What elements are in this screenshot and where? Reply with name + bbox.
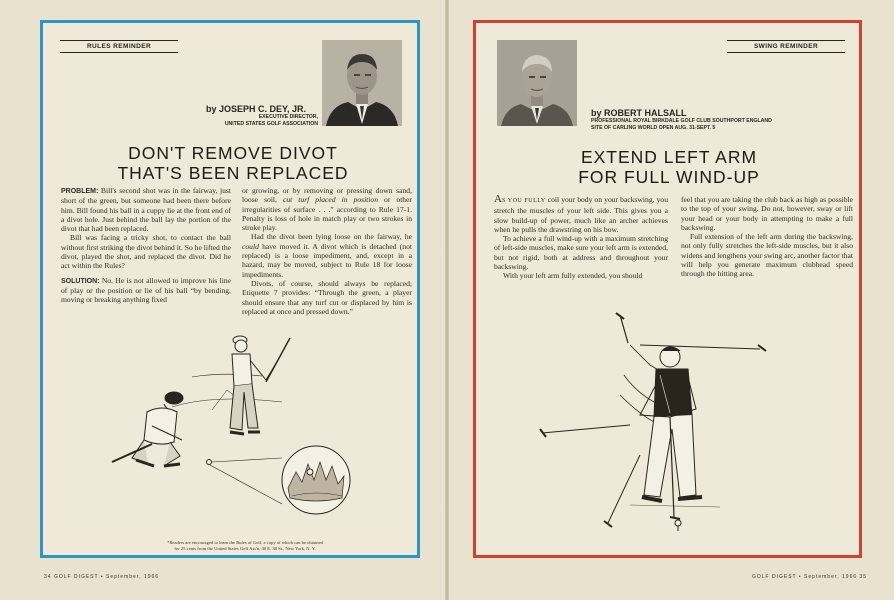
author-name: by JOSEPH C. DEY, JR.: [206, 104, 307, 114]
problem-paragraph: PROBLEM: Bill's second shot was in the fairway, just short of the green, but someone had been there before him. Bill found his ball in a cuppy lie at the front end of a divot hole. Just behind the ball lay the portion of the divot that had been replaced.: [61, 186, 231, 234]
byline-dey: [206, 104, 318, 127]
page-gutter: [445, 0, 449, 600]
headline-line1: DON'T REMOVE DIVOT: [128, 143, 338, 163]
footnote: *Readers are encouraged to learn the Rules of Golf, a copy of which can be obtained for 25 cents from the United States Golf Ass'n, 40 E. 38 St., New York, N. Y.: [167, 540, 323, 551]
body-paragraph: or growing, or by removing or pressing down sand, loose soil, cut turf placed in position or other irregularities of surface . . .” according to Rule 17-1. Penalty is loss of hole in match play or two strokes in stroke play.: [242, 186, 412, 233]
author-role-line1: PROFESSIONAL ROYAL BIRKDALE GOLF CLUB SOUTHPORT ENGLAND: [591, 118, 772, 124]
author-role-line2: UNITED STATES GOLF ASSOCIATION: [224, 120, 318, 127]
body-paragraph: With your left arm fully extended, you should: [503, 271, 643, 281]
author-photo-halsall: [497, 40, 577, 126]
byline-halsall: [591, 108, 791, 131]
author-photo-dey: [322, 40, 402, 126]
left-headline: [52, 143, 414, 183]
swing-sequence-illustration: [520, 305, 780, 535]
right-folio: GOLF DIGEST • September, 1966 35: [752, 574, 868, 580]
body-paragraph: Full extension of the left arm during the backswing, not only fully stretches the left-side muscles, but it also widens and lengthens your swing arc, another factor that will help you generate maximum clubhead speed through the hitting area.: [681, 232, 853, 279]
rules-reminder-tag: RULES REMINDER: [60, 40, 178, 53]
author-role-line2: SITE OF CARLING WORLD OPEN AUG. 31-SEPT. 5: [591, 124, 716, 131]
right-article-column-2: [681, 195, 853, 279]
body-paragraph: To achieve a full wind-up with a maximum stretching of left-side muscles, make sure your left arm is extended, but not rigid, both at address and throughout your backswing.: [494, 234, 668, 272]
author-name: by ROBERT HALSALL: [591, 108, 687, 118]
left-article-column-1: [61, 186, 231, 305]
left-folio: 34 GOLF DIGEST • September, 1966: [44, 574, 160, 580]
body-paragraph: Divots, of course, should always be replaced; Etiquette 7 provides: “Through the green, a player should ensure that any turf cut or displaced by him is replaced at once and pressed down.”: [242, 278, 412, 316]
author-role-line1: EXECUTIVE DIRECTOR,: [258, 114, 318, 120]
lead-paragraph: AS YOU FULLY coil your body on your backswing, you stretch the muscles of your left side. This gives you a slow build-up of power, much like an archer achieves when he pulls the drawstring on his bow.: [494, 193, 668, 234]
body-paragraph: feel that you are taking the club back as high as possible to the top of your swing. Do not, however, sway or lift your head or your body in attempting to make a full backswing.: [681, 195, 853, 232]
headline-line2: FOR FULL WIND-UP: [578, 167, 760, 187]
left-article-column-2: [242, 186, 412, 316]
right-article-column-1: [494, 195, 668, 281]
body-paragraph: Had the divot been lying loose on the fairway, he could have moved it. A divot which is detached (not replaced) is a loose impediment, and, except in a hazard, may be moved, subject to Rule 18 for loose impediments.: [242, 232, 412, 279]
right-headline: [486, 147, 852, 187]
headline-line2: THAT'S BEEN REPLACED: [117, 163, 349, 183]
swing-reminder-tag: SWING REMINDER: [727, 40, 845, 53]
solution-paragraph: SOLUTION: No. He is not allowed to improve his line of play or the position or lie of his ball “by bending, moving or breaking anything fixed: [61, 275, 231, 305]
divot-illustration: [52, 332, 412, 522]
headline-line1: EXTEND LEFT ARM: [580, 147, 758, 167]
body-paragraph: Bill was facing a tricky shot, to contact the ball without first striking the divot behind it. So he lifted the divot, played the shot, and replaced the divot. Did he act within the Rules?: [61, 233, 231, 271]
